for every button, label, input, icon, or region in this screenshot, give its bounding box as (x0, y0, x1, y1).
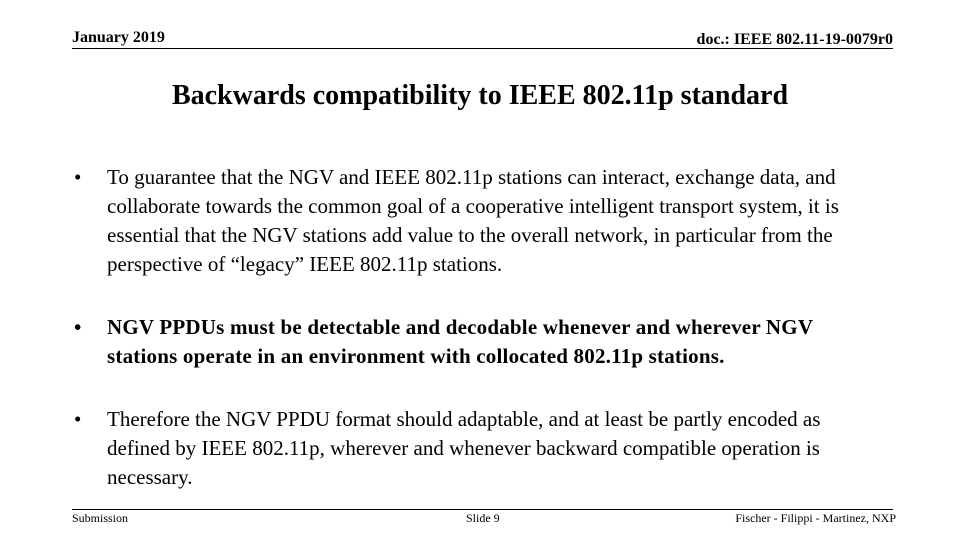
bullet-marker: • (74, 165, 82, 189)
bullet-item (74, 313, 874, 371)
bullet-item (74, 163, 874, 279)
bullet-marker: • (74, 407, 82, 431)
footer-slide-number: Slide 9 (466, 511, 500, 525)
header-divider (72, 48, 893, 49)
bullet-item (74, 405, 874, 492)
bullet-text: NGV PPDUs must be detectable and decodable whenever and wherever NGV stations operate in an environment with collocated 802.11p stations. (107, 315, 813, 368)
bullet-text: To guarantee that the NGV and IEEE 802.11p stations can interact, exchange data, and collaborate towards the common goal of a cooperative intelligent transport system, it is essential that the NGV stations add value to the overall network, in particular from the perspective of “legacy” IEEE 802.11p stations. (107, 165, 839, 276)
footer-submission: Submission (72, 511, 129, 525)
bullet-marker: • (74, 315, 82, 339)
slide-title: Backwards compatibility to IEEE 802.11p standard (171, 80, 789, 111)
bullet-list (74, 163, 874, 492)
header-doc-id: doc.: IEEE 802.11-19-0079r0 (696, 31, 893, 48)
bullet-text: Therefore the NGV PPDU format should adaptable, and at least be partly encoded as defined by IEEE 802.11p, wherever and whenever backward compatible operation is necessary. (107, 407, 821, 489)
footer-authors: Fischer - Filippi - Martinez, NXP (735, 511, 896, 525)
header-date: January 2019 (72, 29, 165, 46)
footer-divider (72, 509, 893, 510)
